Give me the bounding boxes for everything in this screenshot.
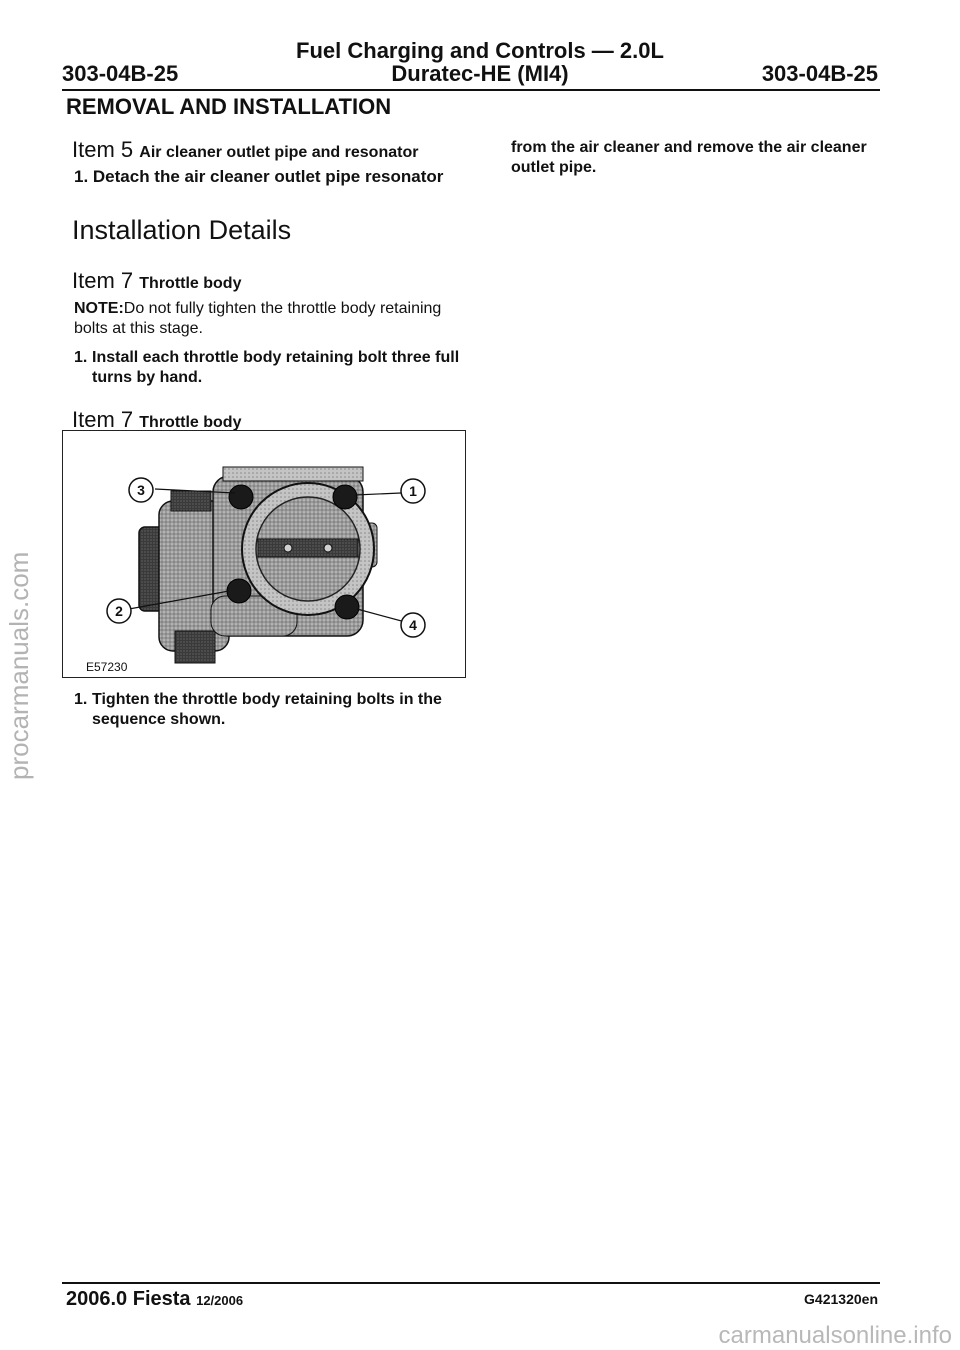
item-7-step-1: [74, 348, 474, 388]
item-7-heading: [72, 268, 241, 294]
callout-3: [127, 476, 155, 509]
watermark-bottom: carmanualsonline.info: [718, 1322, 952, 1349]
item-5-step-1: 1. Detach the air cleaner outlet pipe resonator: [74, 167, 444, 186]
callout-2-text: 2: [115, 603, 123, 619]
item-7-figure-step-1: [74, 690, 474, 730]
callout-3-text: 3: [137, 482, 145, 498]
figure-id: E57230: [86, 660, 128, 674]
watermark-left: procarmanuals.com: [4, 551, 34, 780]
section-title: REMOVAL AND INSTALLATION: [66, 94, 392, 119]
step-text: Install each throttle body retaining bolt three full turns by hand.: [92, 349, 460, 386]
item-7-figure-label: Item 7: [72, 407, 134, 432]
note-label: NOTE:: [74, 300, 124, 317]
page-header-subtitle: Duratec-HE (MI4): [391, 61, 569, 86]
section-code-left: 303-04B-25: [62, 61, 179, 86]
item-7-label: Item 7: [72, 268, 134, 293]
item-5-heading: [72, 137, 418, 163]
item-7-description: Throttle body: [139, 275, 242, 292]
step-text: Tighten the throttle body retaining bolts in the sequence shown.: [92, 691, 442, 728]
callout-1: [399, 477, 427, 510]
step-number: 1.: [74, 349, 88, 366]
item-5-label: Item 5: [72, 137, 134, 162]
page-header-title: Fuel Charging and Controls — 2.0L: [296, 38, 664, 63]
installation-details-heading: Installation Details: [72, 215, 292, 245]
footer-model: [66, 1288, 243, 1311]
footer-rule: [62, 1282, 880, 1284]
callout-1-text: 1: [409, 483, 417, 499]
note-text: Do not fully tighten the throttle body retaining bolts at this stage.: [74, 300, 442, 337]
note-block: [74, 299, 444, 339]
callout-4: [399, 611, 427, 644]
callout-4-text: 4: [409, 617, 417, 633]
footer-date: 12/2006: [196, 1293, 244, 1308]
callout-2: [105, 597, 133, 630]
step-number: 1.: [74, 691, 88, 708]
header-rule: [62, 89, 880, 91]
item-5-description: Air cleaner outlet pipe and resonator: [139, 144, 419, 161]
item-7-figure-description: Throttle body: [139, 414, 242, 431]
throttle-body-figure: [62, 430, 466, 678]
item-5-step-1-continuation: from the air cleaner and remove the air cleaner outlet pipe.: [511, 139, 867, 176]
footer-doc-id: G421320en: [804, 1291, 878, 1307]
footer-model-name: 2006.0 Fiesta: [66, 1288, 191, 1310]
section-code-right: 303-04B-25: [761, 61, 878, 86]
